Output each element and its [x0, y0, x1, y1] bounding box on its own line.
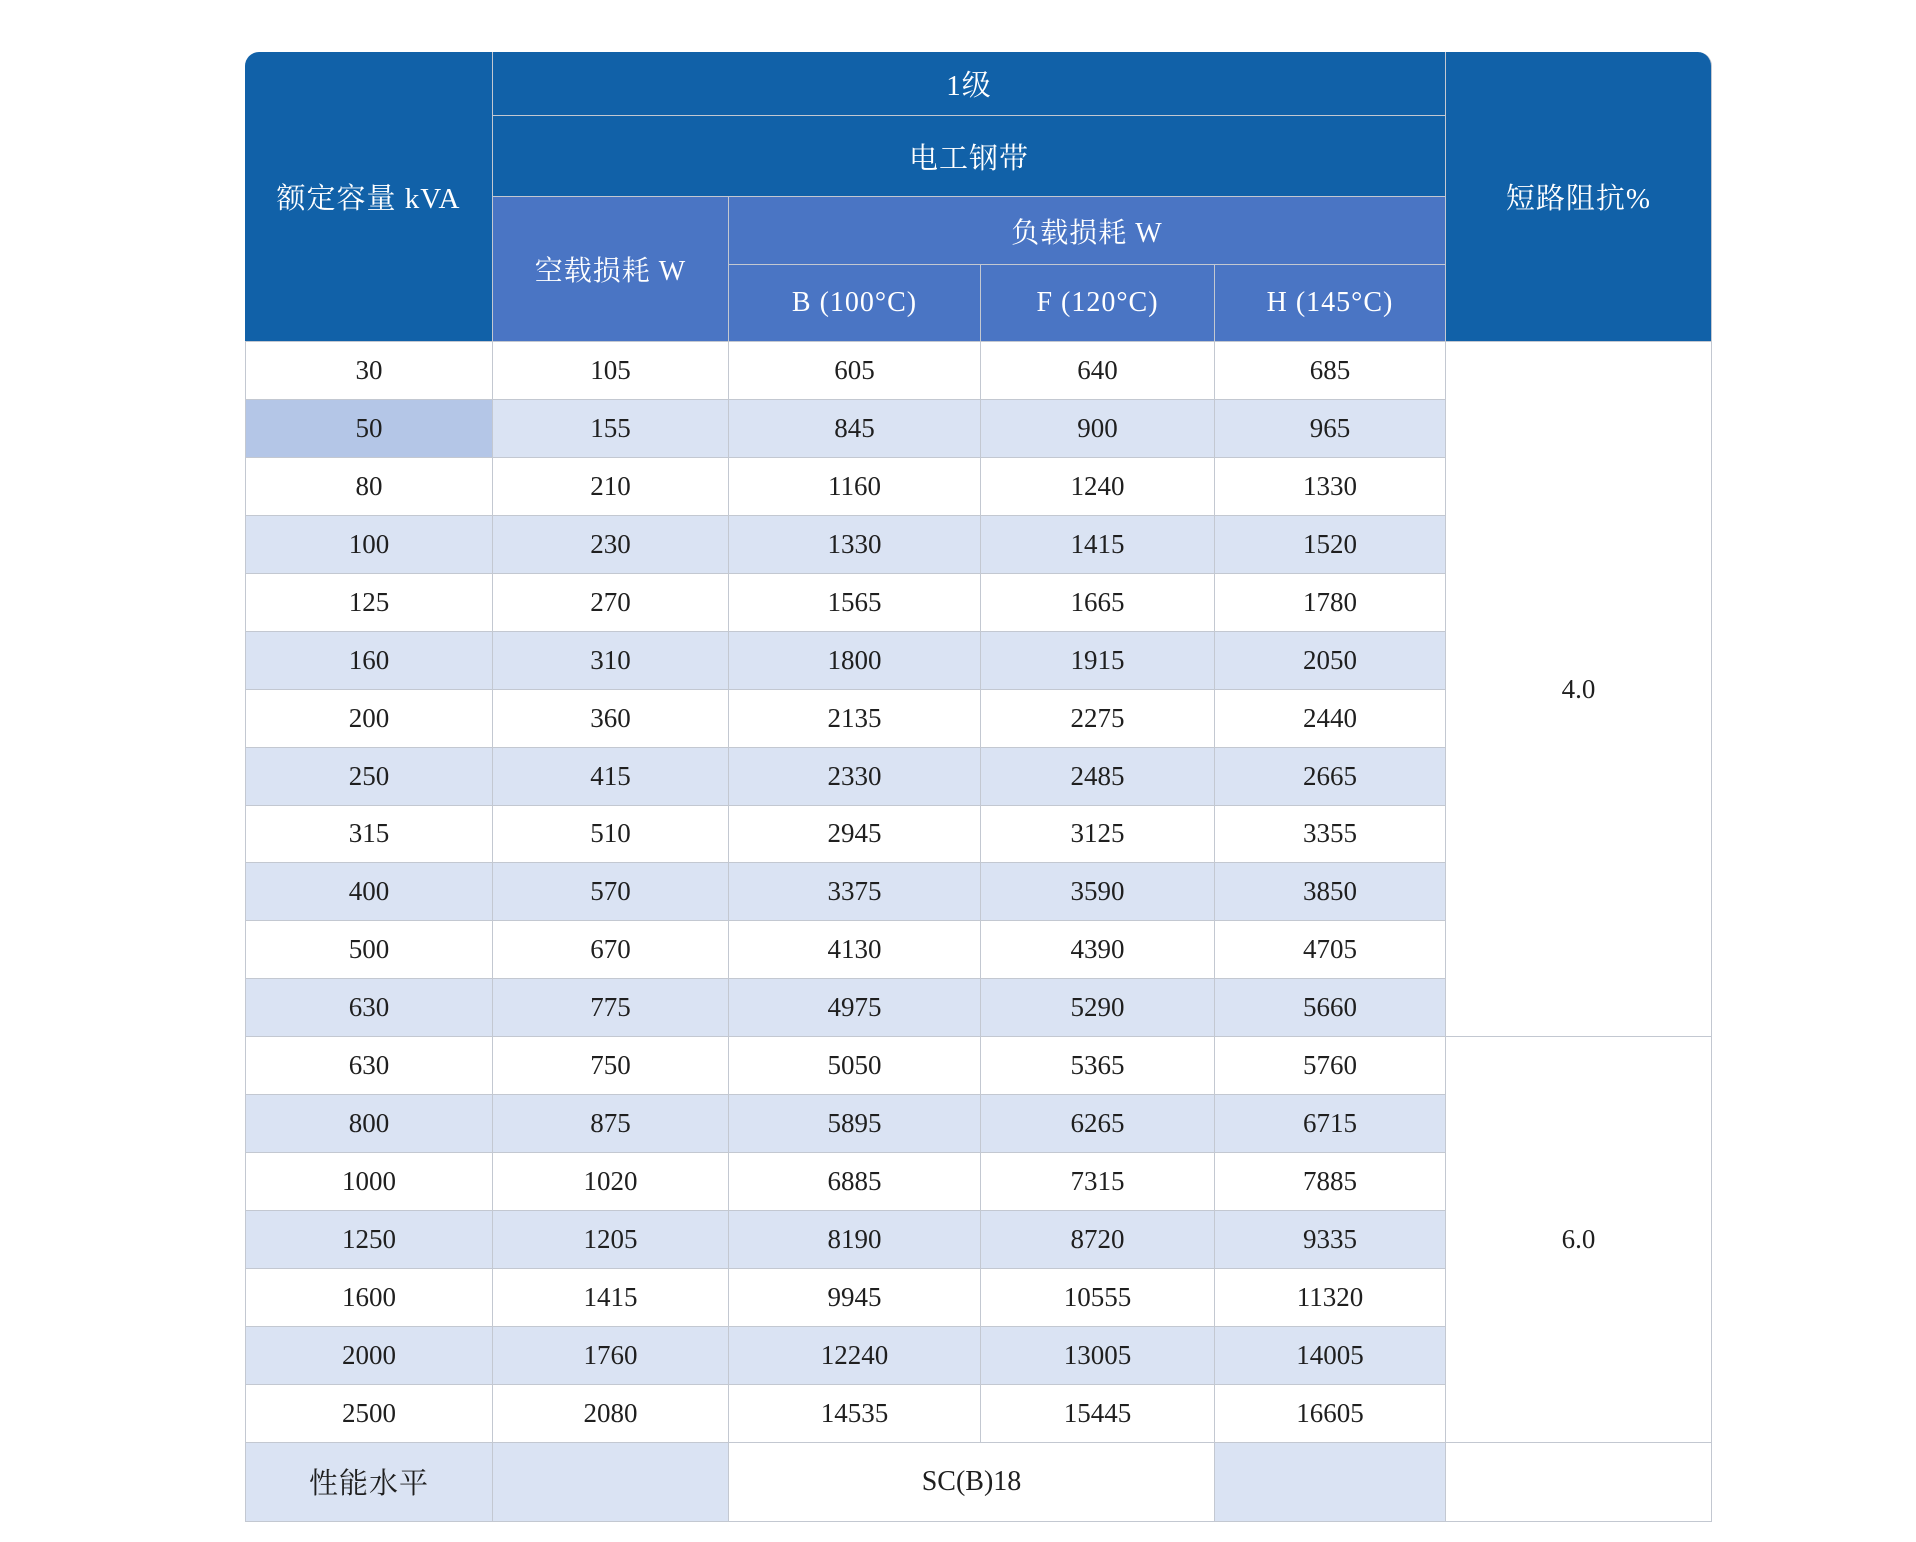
- loss-h-cell: 1520: [1215, 516, 1446, 574]
- no-load-loss-cell: 670: [493, 921, 729, 979]
- no-load-loss-cell: 570: [493, 863, 729, 921]
- capacity-cell: 630: [245, 1037, 493, 1095]
- loss-f-cell: 1240: [981, 458, 1215, 516]
- loss-b-cell: 1160: [729, 458, 981, 516]
- capacity-cell: 500: [245, 921, 493, 979]
- loss-h-cell: 4705: [1215, 921, 1446, 979]
- loss-b-cell: 12240: [729, 1327, 981, 1385]
- loss-b-cell: 5895: [729, 1095, 981, 1153]
- capacity-cell: 315: [245, 806, 493, 864]
- loss-b-cell: 1800: [729, 632, 981, 690]
- footer-empty-noload-cell: [493, 1443, 729, 1522]
- loss-b-cell: 4130: [729, 921, 981, 979]
- loss-h-cell: 14005: [1215, 1327, 1446, 1385]
- core-material-header: 电工钢带: [493, 116, 1446, 197]
- loss-b-cell: 4975: [729, 979, 981, 1037]
- temp-class-h-header: H (145°C): [1215, 265, 1446, 342]
- temp-class-f-header: F (120°C): [981, 265, 1215, 342]
- impedance-value-group-2: 6.0: [1446, 1037, 1712, 1443]
- loss-f-cell: 900: [981, 400, 1215, 458]
- no-load-loss-cell: 270: [493, 574, 729, 632]
- loss-h-cell: 1330: [1215, 458, 1446, 516]
- loss-f-cell: 8720: [981, 1211, 1215, 1269]
- load-loss-header: 负载损耗 W: [729, 197, 1446, 265]
- loss-h-cell: 3850: [1215, 863, 1446, 921]
- capacity-cell: 125: [245, 574, 493, 632]
- capacity-cell: 2500: [245, 1385, 493, 1443]
- transformer-loss-table: [245, 52, 1712, 1522]
- capacity-cell: 400: [245, 863, 493, 921]
- capacity-cell: 1250: [245, 1211, 493, 1269]
- no-load-loss-cell: 775: [493, 979, 729, 1037]
- no-load-loss-cell: 1020: [493, 1153, 729, 1211]
- loss-b-cell: 5050: [729, 1037, 981, 1095]
- loss-b-cell: 845: [729, 400, 981, 458]
- no-load-loss-cell: 1205: [493, 1211, 729, 1269]
- loss-b-cell: 2330: [729, 748, 981, 806]
- loss-h-cell: 7885: [1215, 1153, 1446, 1211]
- capacity-cell: 100: [245, 516, 493, 574]
- loss-b-cell: 1565: [729, 574, 981, 632]
- loss-f-cell: 6265: [981, 1095, 1215, 1153]
- no-load-loss-header: 空载损耗 W: [493, 197, 729, 342]
- loss-f-cell: 13005: [981, 1327, 1215, 1385]
- efficiency-level-header: 1级: [493, 52, 1446, 116]
- no-load-loss-cell: 155: [493, 400, 729, 458]
- no-load-loss-cell: 1760: [493, 1327, 729, 1385]
- capacity-cell: 630: [245, 979, 493, 1037]
- capacity-cell: 160: [245, 632, 493, 690]
- footer-empty-impedance-cell: [1446, 1443, 1712, 1522]
- no-load-loss-cell: 415: [493, 748, 729, 806]
- capacity-cell: 1600: [245, 1269, 493, 1327]
- loss-f-cell: 4390: [981, 921, 1215, 979]
- loss-f-cell: 1915: [981, 632, 1215, 690]
- capacity-cell: 1000: [245, 1153, 493, 1211]
- loss-h-cell: 965: [1215, 400, 1446, 458]
- impedance-header: 短路阻抗%: [1446, 52, 1712, 342]
- loss-h-cell: 16605: [1215, 1385, 1446, 1443]
- capacity-cell: 50: [245, 400, 493, 458]
- loss-f-cell: 3590: [981, 863, 1215, 921]
- no-load-loss-cell: 230: [493, 516, 729, 574]
- loss-f-cell: 3125: [981, 806, 1215, 864]
- loss-f-cell: 10555: [981, 1269, 1215, 1327]
- loss-h-cell: 6715: [1215, 1095, 1446, 1153]
- loss-f-cell: 5290: [981, 979, 1215, 1037]
- loss-h-cell: 5760: [1215, 1037, 1446, 1095]
- loss-h-cell: 2440: [1215, 690, 1446, 748]
- loss-b-cell: 2945: [729, 806, 981, 864]
- loss-h-cell: 2665: [1215, 748, 1446, 806]
- capacity-cell: 30: [245, 342, 493, 400]
- loss-h-cell: 3355: [1215, 806, 1446, 864]
- performance-level-label: 性能水平: [245, 1443, 493, 1522]
- no-load-loss-cell: 875: [493, 1095, 729, 1153]
- loss-h-cell: 5660: [1215, 979, 1446, 1037]
- loss-h-cell: 9335: [1215, 1211, 1446, 1269]
- no-load-loss-cell: 510: [493, 806, 729, 864]
- loss-b-cell: 8190: [729, 1211, 981, 1269]
- loss-f-cell: 2485: [981, 748, 1215, 806]
- loss-f-cell: 7315: [981, 1153, 1215, 1211]
- loss-f-cell: 1415: [981, 516, 1215, 574]
- temp-class-b-header: B (100°C): [729, 265, 981, 342]
- loss-h-cell: 1780: [1215, 574, 1446, 632]
- loss-b-cell: 3375: [729, 863, 981, 921]
- no-load-loss-cell: 1415: [493, 1269, 729, 1327]
- loss-f-cell: 2275: [981, 690, 1215, 748]
- loss-h-cell: 11320: [1215, 1269, 1446, 1327]
- loss-f-cell: 15445: [981, 1385, 1215, 1443]
- capacity-cell: 2000: [245, 1327, 493, 1385]
- capacity-cell: 80: [245, 458, 493, 516]
- capacity-cell: 200: [245, 690, 493, 748]
- loss-b-cell: 605: [729, 342, 981, 400]
- performance-level-value: SC(B)18: [729, 1443, 1215, 1522]
- no-load-loss-cell: 2080: [493, 1385, 729, 1443]
- loss-h-cell: 2050: [1215, 632, 1446, 690]
- footer-empty-h-cell: [1215, 1443, 1446, 1522]
- no-load-loss-cell: 750: [493, 1037, 729, 1095]
- capacity-cell: 250: [245, 748, 493, 806]
- no-load-loss-cell: 310: [493, 632, 729, 690]
- loss-h-cell: 685: [1215, 342, 1446, 400]
- no-load-loss-cell: 210: [493, 458, 729, 516]
- no-load-loss-cell: 105: [493, 342, 729, 400]
- loss-b-cell: 14535: [729, 1385, 981, 1443]
- capacity-cell: 800: [245, 1095, 493, 1153]
- loss-f-cell: 5365: [981, 1037, 1215, 1095]
- loss-b-cell: 6885: [729, 1153, 981, 1211]
- loss-b-cell: 9945: [729, 1269, 981, 1327]
- capacity-header: 额定容量 kVA: [245, 52, 493, 342]
- impedance-value-group-1: 4.0: [1446, 342, 1712, 1037]
- loss-b-cell: 1330: [729, 516, 981, 574]
- loss-f-cell: 1665: [981, 574, 1215, 632]
- loss-b-cell: 2135: [729, 690, 981, 748]
- no-load-loss-cell: 360: [493, 690, 729, 748]
- loss-f-cell: 640: [981, 342, 1215, 400]
